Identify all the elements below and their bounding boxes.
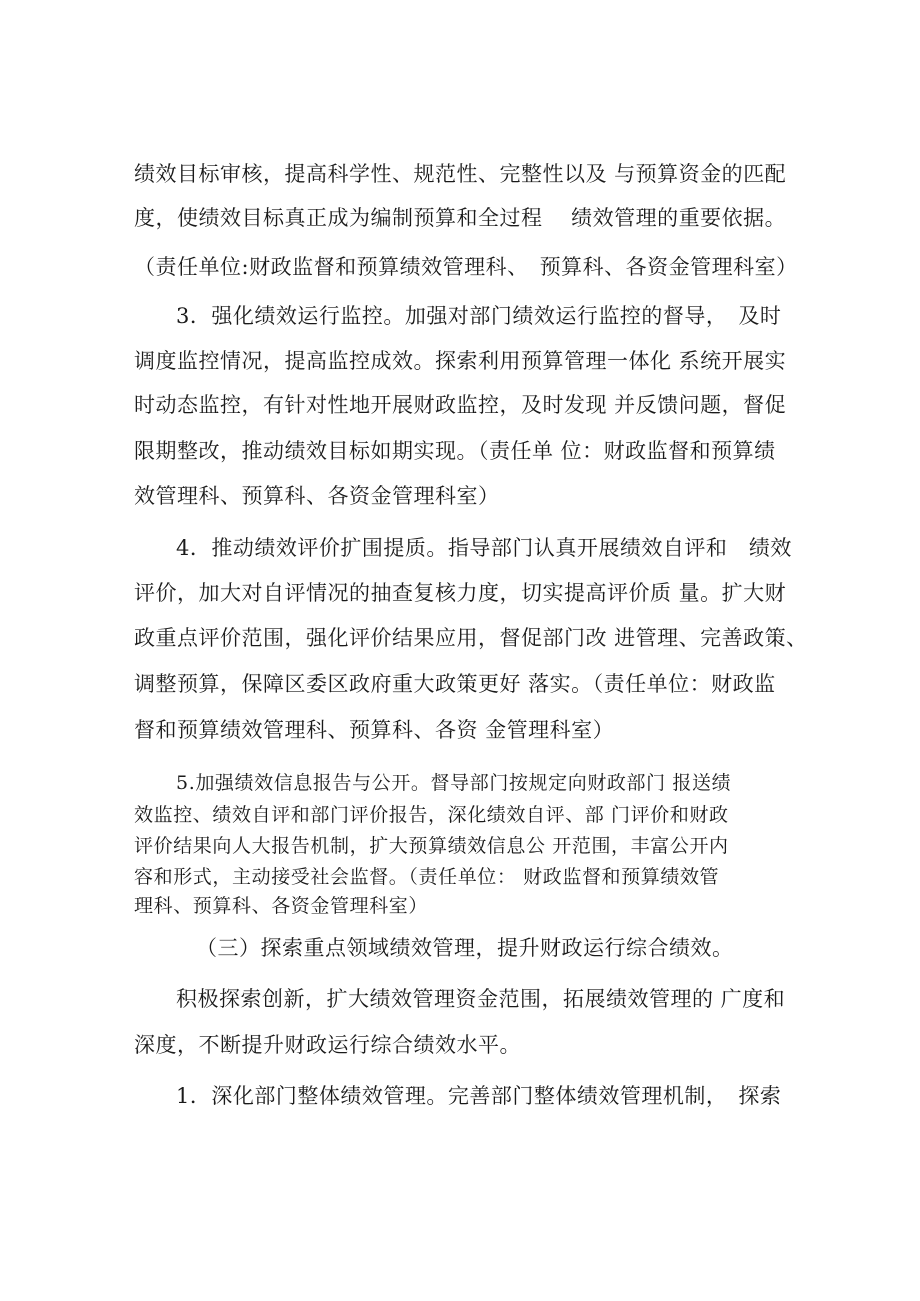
text-line-18: 理科、预算科、各资金管理科室） <box>134 895 429 917</box>
text-line-6: 时动态监控，有针对性地开展财政监控，及时发现 并反馈问题，督促 <box>134 393 787 417</box>
text-line-20: 积极探索创新，扩大绩效管理资金范围，拓展绩效管理的 广度和 <box>176 987 786 1011</box>
section-heading: （三）探索重点领域绩效管理，提升财政运行综合绩效。 <box>196 936 734 960</box>
text-line-12: 调整预算，保障区委区政府重大政策更好 落实。（责任单位：财政监 <box>134 672 776 696</box>
text-line-15: 效监控、绩效自评和部门评价报告，深化绩效自评、部 门评价和财政 <box>134 804 729 826</box>
text-line-22: 1．深化部门整体绩效管理。完善部门整体绩效管理机制， 探索 <box>176 1084 782 1108</box>
text-line-21: 深度，不断提升财政运行综合绩效水平。 <box>134 1033 521 1057</box>
text-line-1: 绩效目标审核，提高科学性、规范性、完整性以及 与预算资金的匹配 <box>134 162 787 186</box>
text-line-10: 评价，加大对自评情况的抽查复核力度，切实提高评价质 量。扩大财 <box>134 581 787 605</box>
text-line-3: （责任单位:财政监督和预算绩效管理科、 预算科、各资金管理科室） <box>134 255 798 279</box>
text-line-5: 调度监控情况，提高监控成效。探索利用预算管理一体化 系统开展实 <box>134 349 787 373</box>
text-line-8: 效管理科、预算科、各资金管理科室） <box>134 484 500 508</box>
text-line-17: 容和形式，主动接受社会监督。（责任单位： 财政监督和预算绩效管 <box>134 866 720 888</box>
text-line-7: 限期整改，推动绩效目标如期实现。（责任单 位：财政监督和预算绩 <box>134 439 776 463</box>
text-line-2: 度，使绩效目标真正成为编制预算和全过程 绩效管理的重要依据。 <box>134 206 787 230</box>
text-line-11: 政重点评价范围，强化评价结果应用，督促部门改 进管理、完善政策、 <box>134 626 808 650</box>
text-line-9: 4．推动绩效评价扩围提质。指导部门认真开展绩效自评和 绩效 <box>176 536 792 560</box>
text-line-16: 评价结果向人大报告机制，扩大预算绩效信息公 开范围，丰富公开内 <box>134 835 729 857</box>
text-line-14: 5.加强绩效信息报告与公开。督导部门按规定向财政部门 报送绩 <box>176 772 732 794</box>
text-line-13: 督和预算绩效管理科、预算科、各资 金管理科室） <box>134 718 615 742</box>
text-line-4: 3．强化绩效运行监控。加强对部门绩效运行监控的督导， 及时 <box>176 304 782 328</box>
